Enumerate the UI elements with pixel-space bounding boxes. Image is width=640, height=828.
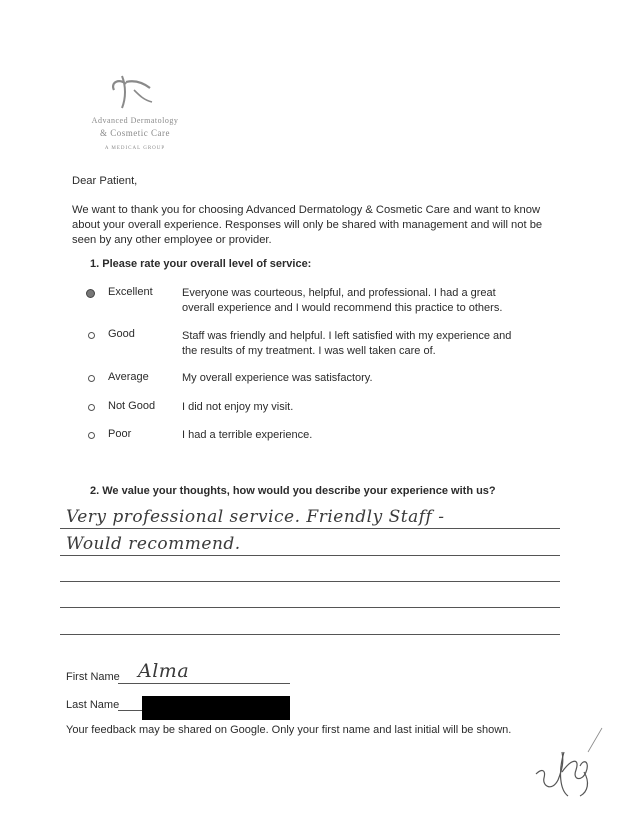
footer-note: Your feedback may be shared on Google. Only your first name and last initial will be shown. — [66, 724, 512, 736]
option-desc-good: Staff was friendly and helpful. I left satisfied with my experience and the results of my treatment. I was well taken care of. — [182, 330, 512, 357]
option-label-average: Average — [108, 371, 149, 383]
salutation: Dear Patient, — [72, 175, 138, 187]
option-desc-poor: I had a terrible experience. — [182, 429, 313, 441]
option-label-good: Good — [108, 328, 135, 340]
logo-text-line1: Advanced Dermatology — [91, 116, 179, 125]
handwritten-answer-line2: Would recommend. — [66, 534, 241, 554]
redaction-bar — [142, 696, 290, 720]
logo-text-line2: & Cosmetic Care — [100, 128, 170, 138]
logo-text-line3: A MEDICAL GROUP — [104, 146, 166, 151]
radio-not-good[interactable] — [88, 404, 95, 411]
initials-signature — [528, 722, 608, 807]
radio-poor[interactable] — [88, 432, 95, 439]
radio-average[interactable] — [88, 375, 95, 382]
answer-line-2[interactable] — [60, 555, 560, 556]
option-desc-not-good: I did not enjoy my visit. — [182, 401, 294, 413]
option-desc-average: My overall experience was satisfactory. — [182, 372, 373, 384]
radio-excellent[interactable] — [86, 289, 95, 298]
radio-good[interactable] — [88, 332, 95, 339]
handwritten-answer-line1: Very professional service. Friendly Staff - — [66, 507, 445, 527]
option-label-not-good: Not Good — [108, 400, 156, 412]
question-1: 1. Please rate your overall level of service: — [90, 258, 312, 270]
answer-line-3[interactable] — [60, 581, 560, 582]
first-name-label: First Name — [66, 671, 120, 683]
first-name-value: Alma — [138, 660, 190, 682]
last-name-label: Last Name — [66, 699, 120, 711]
option-label-poor: Poor — [108, 428, 132, 440]
first-name-field[interactable] — [118, 683, 290, 684]
question-2: 2. We value your thoughts, how would you describe your experience with us? — [90, 485, 496, 497]
intro-paragraph: We want to thank you for choosing Advanced Dermatology & Cosmetic Care and want to know about your overall experience. Responses will only be shared with management and will not be seen by any other employee or provider. — [72, 204, 543, 246]
answer-line-5[interactable] — [60, 634, 560, 635]
answer-line-1[interactable] — [60, 528, 560, 529]
option-desc-excellent: Everyone was courteous, helpful, and professional. I had a great overall experience and I would recommend this practice to others. — [182, 287, 503, 314]
option-label-excellent: Excellent — [108, 286, 153, 298]
answer-line-4[interactable] — [60, 607, 560, 608]
logo-mark — [100, 72, 160, 117]
